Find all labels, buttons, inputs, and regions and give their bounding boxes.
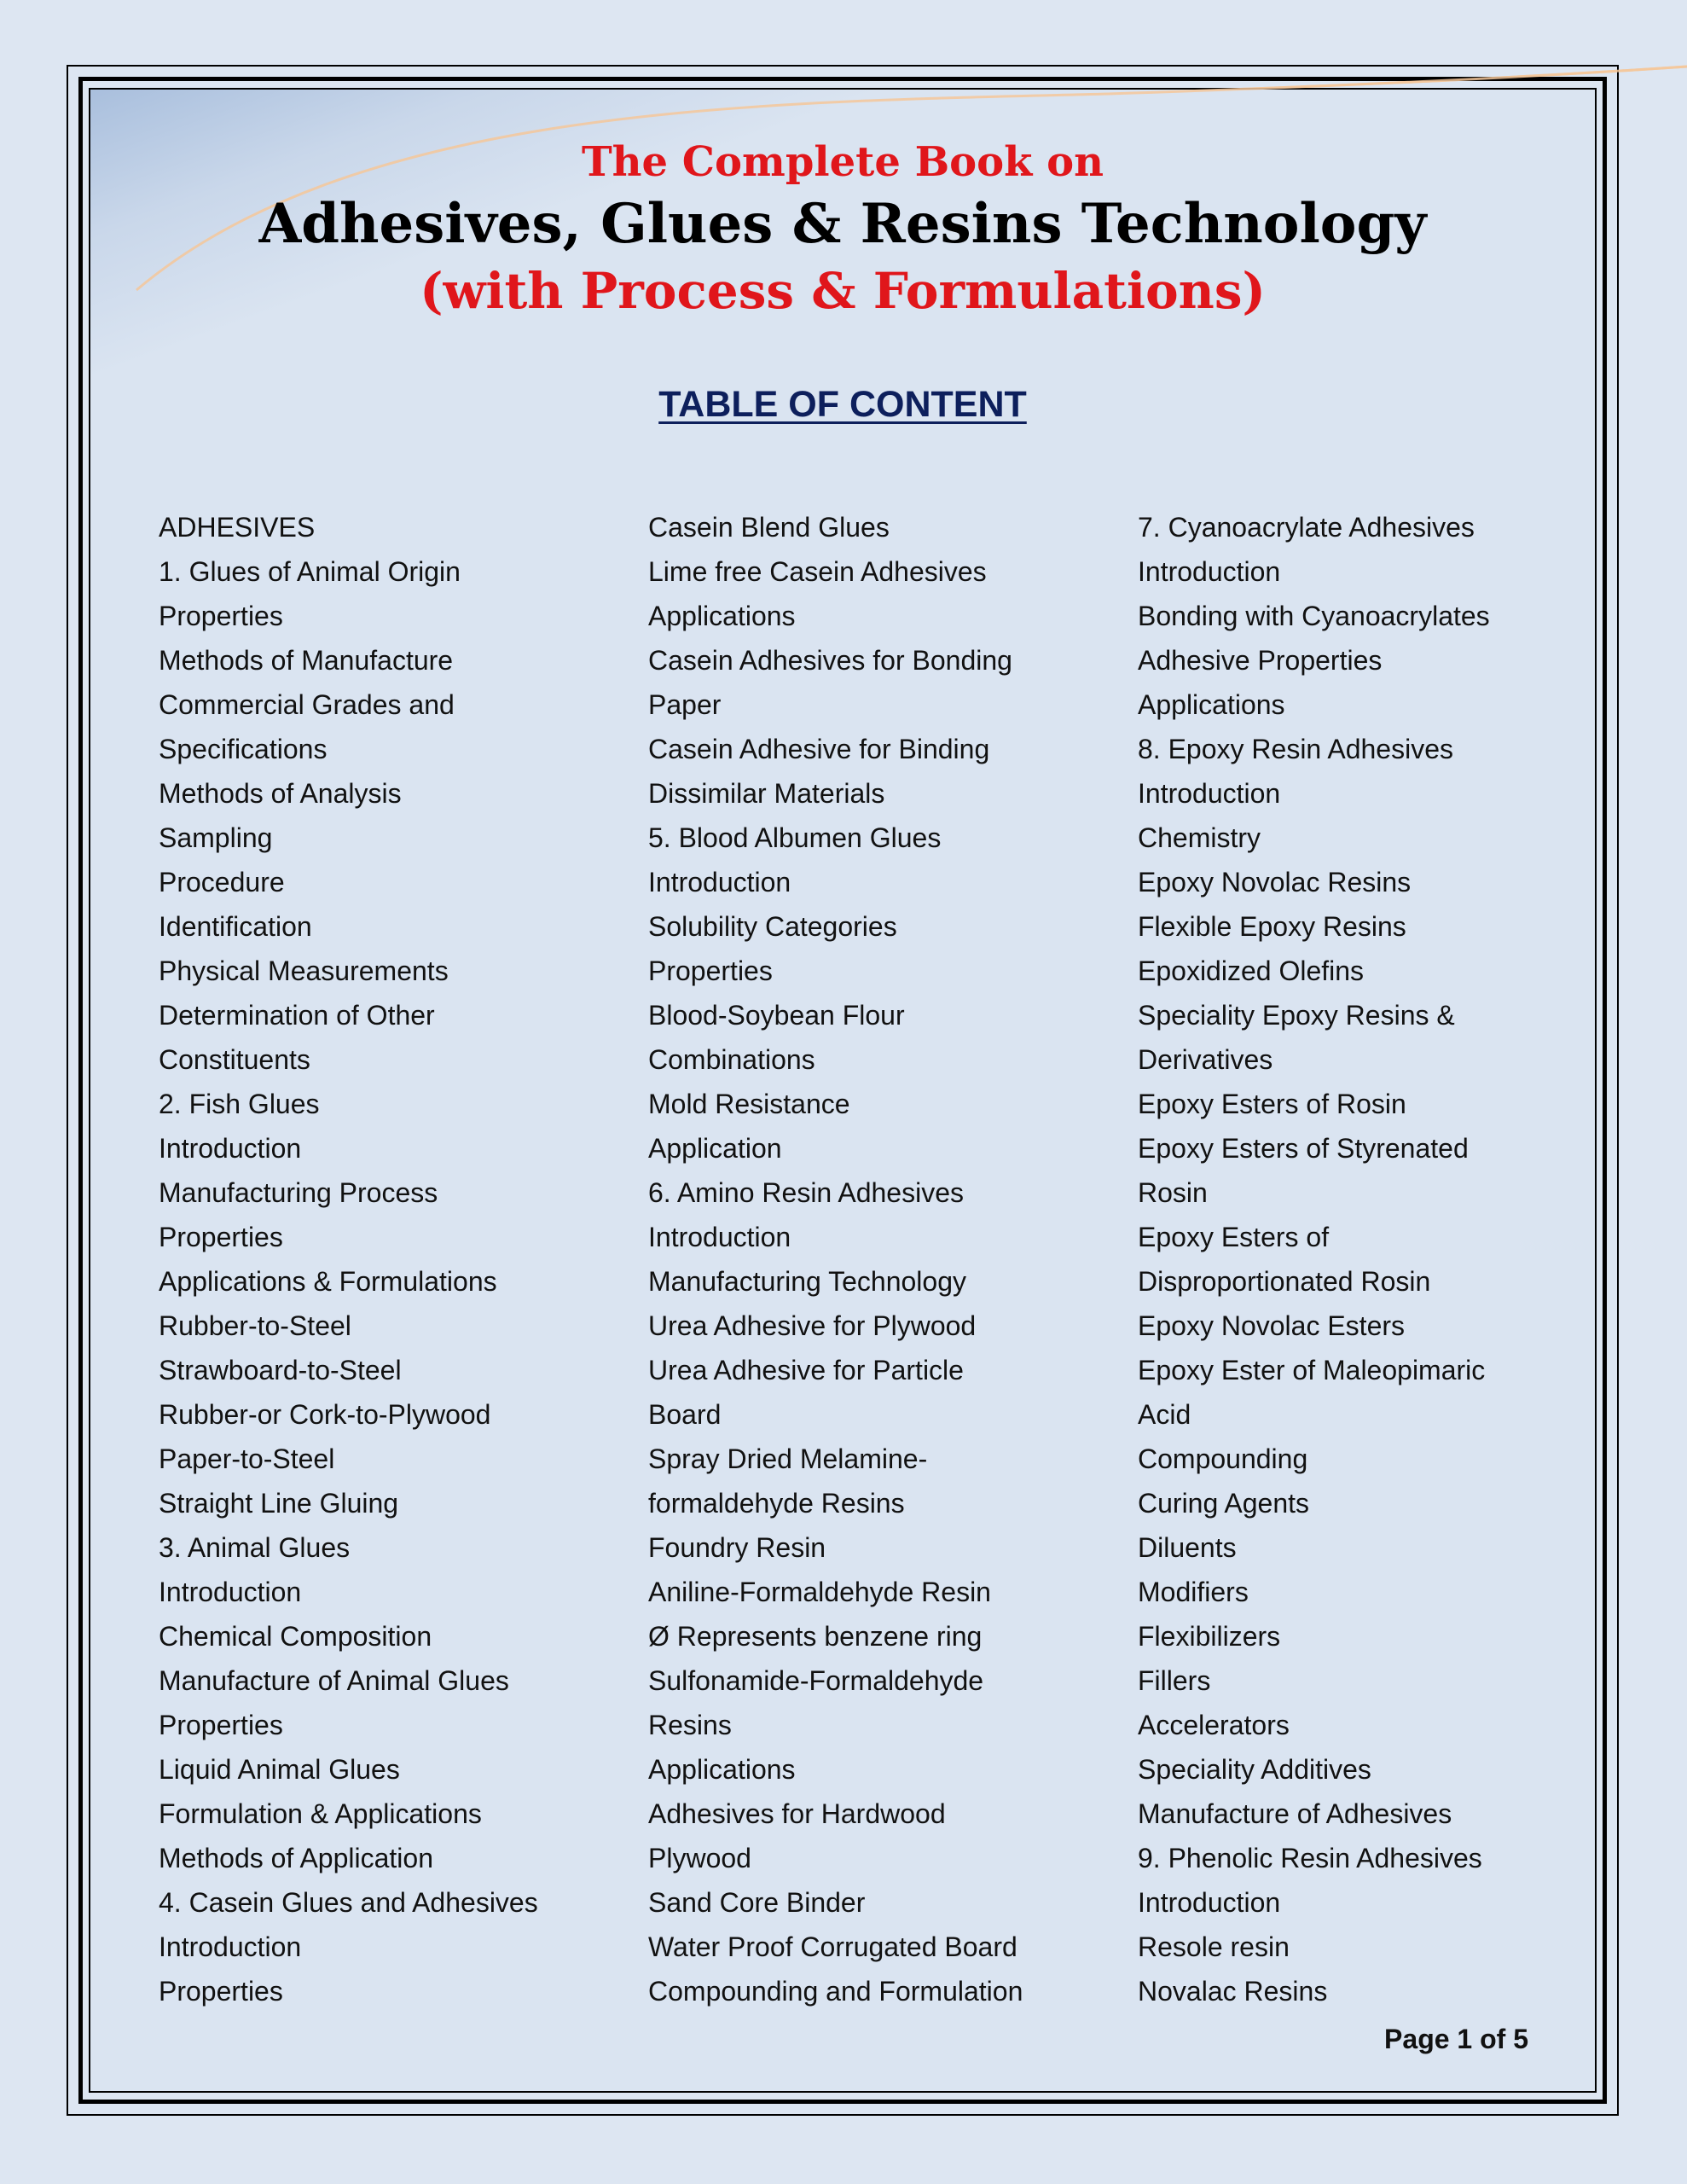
toc-entry: Acid [1138,1399,1191,1430]
toc-entry: Casein Blend Glues [648,512,890,543]
toc-entry: Modifiers [1138,1577,1249,1607]
toc-entry: Introduction [1138,556,1281,587]
toc-entry: Water Proof Corrugated Board [648,1931,1017,1962]
toc-entry: Diluents [1138,1532,1237,1563]
toc-entry: Compounding [1138,1443,1308,1474]
toc-entry: Curing Agents [1138,1488,1310,1519]
toc-entry: Combinations [648,1044,815,1075]
toc-entry: Paper-to-Steel [159,1443,335,1474]
toc-entry: Blood-Soybean Flour [648,1000,905,1031]
toc-entry: 8. Epoxy Resin Adhesives [1138,734,1453,764]
toc-entry: Chemical Composition [159,1621,432,1652]
toc-entry: Foundry Resin [648,1532,826,1563]
toc-entry: Straight Line Gluing [159,1488,399,1519]
toc-entry: Compounding and Formulation [648,1976,1023,2007]
book-title-block [89,136,1597,322]
book-title-prefix: The Complete Book on [581,138,1104,186]
toc-entry: Methods of Analysis [159,778,402,809]
toc-entry: Resole resin [1138,1931,1290,1962]
toc-entry: Liquid Animal Glues [159,1754,400,1785]
toc-entry: Solubility Categories [648,911,897,942]
toc-entry: Casein Adhesives for Bonding [648,645,1012,676]
toc-entry: Physical Measurements [159,956,449,986]
toc-entry: Manufacturing Process [159,1177,438,1208]
toc-entry: Introduction [159,1577,302,1607]
toc-entry: Sulfonamide-Formaldehyde [648,1665,984,1696]
toc-entry: Plywood [648,1843,751,1873]
toc-entry: Spray Dried Melamine- [648,1443,928,1474]
toc-entry: Aniline-Formaldehyde Resin [648,1577,991,1607]
book-subtitle: (with Process & Formulations) [420,262,1266,320]
toc-entry: Dissimilar Materials [648,778,885,809]
toc-entry: Adhesive Properties [1138,645,1383,676]
toc-entry: Casein Adhesive for Binding [648,734,990,764]
toc-entry: Urea Adhesive for Particle [648,1355,964,1385]
toc-entry: Constituents [159,1044,310,1075]
toc-entry: Epoxy Ester of Maleopimaric [1138,1355,1486,1385]
toc-entry: Rubber-to-Steel [159,1310,351,1341]
toc-entry: Introduction [648,867,791,897]
toc-entry: Epoxy Esters of Rosin [1138,1089,1406,1119]
toc-entry: Properties [159,601,283,631]
toc-entry: Specifications [159,734,328,764]
toc-entry: Epoxy Esters of Styrenated [1138,1133,1469,1164]
toc-entry: Applications [1138,689,1285,720]
toc-entry: 4. Casein Glues and Adhesives [159,1887,538,1918]
toc-entry: Manufacture of Animal Glues [159,1665,509,1696]
toc-entry: Commercial Grades and [159,689,455,720]
toc-entry: Epoxy Esters of [1138,1222,1330,1252]
toc-entry: Sand Core Binder [648,1887,866,1918]
toc-entry: Properties [159,1976,283,2007]
toc-column-3 [1138,505,1490,2013]
toc-entry: 9. Phenolic Resin Adhesives [1138,1843,1482,1873]
toc-entry: 3. Animal Glues [159,1532,351,1563]
toc-entry: Identification [159,911,312,942]
toc-entry: Introduction [1138,1887,1281,1918]
toc-entry: Properties [648,956,773,986]
toc-entry: Manufacture of Adhesives [1138,1798,1452,1829]
toc-entry: Epoxy Novolac Resins [1138,867,1412,897]
toc-entry: Properties [159,1710,283,1740]
toc-entry: Epoxy Novolac Esters [1138,1310,1406,1341]
toc-entry: Properties [159,1222,283,1252]
book-title: Adhesives, Glues & Resins Technology [258,192,1427,256]
toc-entry: Strawboard-to-Steel [159,1355,402,1385]
toc-entry: Urea Adhesive for Plywood [648,1310,977,1341]
toc-entry: Accelerators [1138,1710,1290,1740]
toc-entry: Formulation & Applications [159,1798,482,1829]
toc-entry: 6. Amino Resin Adhesives [648,1177,964,1208]
toc-heading-text: TABLE OF CONTENT [658,384,1027,425]
toc-entry: Application [648,1133,782,1164]
toc-entry: Flexible Epoxy Resins [1138,911,1406,942]
toc-entry: Chemistry [1138,822,1261,853]
toc-column-1 [159,505,538,2013]
toc-entry: Lime free Casein Adhesives [648,556,987,587]
page-number: Page 1 of 5 [1384,2024,1528,2054]
toc-entry: Introduction [648,1222,791,1252]
toc-entry: Resins [648,1710,732,1740]
toc-entry: Ø Represents benzene ring [648,1621,983,1652]
toc-entry: Paper [648,689,722,720]
toc-entry: Methods of Manufacture [159,645,454,676]
toc-column-2 [648,505,1023,2013]
toc-entry: formaldehyde Resins [648,1488,905,1519]
toc-entry: Bonding with Cyanoacrylates [1138,601,1490,631]
toc-entry: Speciality Epoxy Resins & [1138,1000,1455,1031]
toc-entry: Rosin [1138,1177,1208,1208]
toc-entry: Introduction [159,1931,302,1962]
toc-entry: Introduction [1138,778,1281,809]
toc-entry: Sampling [159,822,273,853]
toc-entry: Procedure [159,867,285,897]
toc-entry: 5. Blood Albumen Glues [648,822,942,853]
toc-entry: Manufacturing Technology [648,1266,966,1297]
toc-entry: 1. Glues of Animal Origin [159,556,461,587]
toc-entry: Applications & Formulations [159,1266,497,1297]
toc-entry: Derivatives [1138,1044,1273,1075]
toc-heading [89,379,1597,430]
toc-entry: Speciality Additives [1138,1754,1371,1785]
toc-entry: Applications [648,1754,796,1785]
toc-entry: ADHESIVES [159,512,316,543]
toc-entry: Adhesives for Hardwood [648,1798,946,1829]
toc-entry: 2. Fish Glues [159,1089,320,1119]
toc-entry: Fillers [1138,1665,1211,1696]
toc-entry: Disproportionated Rosin [1138,1266,1431,1297]
toc-entry: Methods of Application [159,1843,433,1873]
toc-entry: Epoxidized Olefins [1138,956,1365,986]
toc-entry: 7. Cyanoacrylate Adhesives [1138,512,1475,543]
toc-entry: Determination of Other [159,1000,435,1031]
toc-entry: Board [648,1399,722,1430]
toc-entry: Introduction [159,1133,302,1164]
toc-entry: Applications [648,601,796,631]
toc-entry: Flexibilizers [1138,1621,1281,1652]
toc-entry: Mold Resistance [648,1089,850,1119]
toc-entry: Rubber-or Cork-to-Plywood [159,1399,491,1430]
toc-entry: Novalac Resins [1138,1976,1328,2007]
